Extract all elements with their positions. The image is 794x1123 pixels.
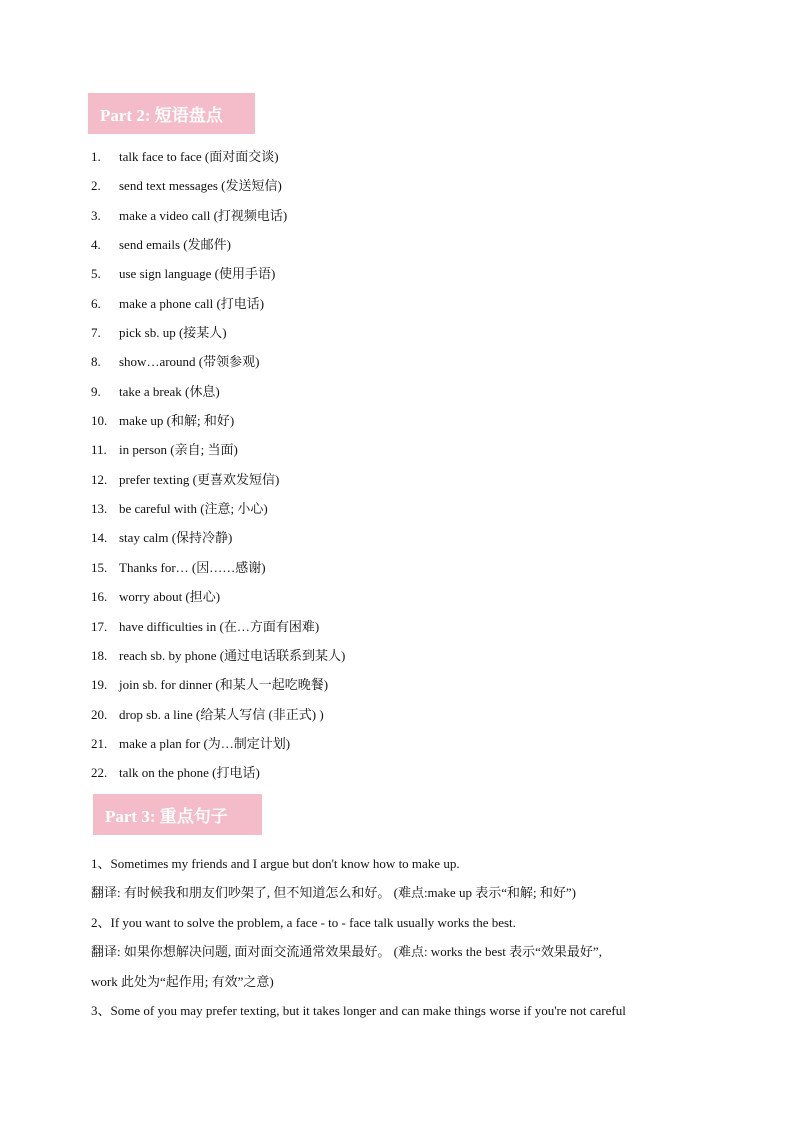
phrase-number: 18. [91, 647, 108, 663]
sentence-line: 翻译: 如果你想解决问题, 面对面交流通常效果最好。 (难点: works the best 表示“效果最好”, [91, 944, 602, 960]
phrase-item [91, 145, 345, 174]
phrase-text: reach sb. by phone (通过电话联系到某人) [119, 647, 346, 663]
phrase-number: 4. [91, 237, 101, 253]
phrase-text: be careful with (注意; 小心) [119, 501, 268, 517]
part3-heading [93, 794, 262, 835]
phrase-list [91, 145, 345, 791]
phrase-item [91, 174, 345, 203]
phrase-number: 6. [91, 295, 101, 311]
sentence-line: work 此处为“起作用; 有效”之意) [91, 973, 274, 989]
phrase-text: talk face to face (面对面交谈) [119, 149, 279, 164]
phrase-text: make a video call (打视频电话) [119, 207, 288, 223]
phrase-text: make a plan for (为…制定计划) [119, 735, 291, 751]
phrase-number: 10. [91, 413, 108, 429]
sentence-line: 3、Some of you may prefer texting, but it takes longer and can make things worse if you're not careful [91, 1002, 626, 1018]
phrase-text: take a break (休息) [119, 383, 220, 399]
phrase-text: join sb. for dinner (和某人一起吃晚餐) [119, 677, 329, 693]
phrase-text: Thanks for… (因……感谢) [119, 559, 266, 575]
phrase-text: worry about (担心) [119, 589, 221, 605]
phrase-number: 7. [91, 325, 101, 341]
phrase-number: 1. [91, 149, 101, 164]
phrase-item [91, 262, 345, 291]
phrase-text: pick sb. up (接某人) [119, 325, 227, 341]
phrase-number: 15. [91, 559, 108, 575]
phrase-item [91, 615, 345, 644]
phrase-number: 11. [91, 442, 107, 458]
phrase-item [91, 468, 345, 497]
phrase-item [91, 497, 345, 526]
phrase-number: 13. [91, 501, 108, 517]
phrase-item [91, 556, 345, 585]
phrase-text: talk on the phone (打电话) [119, 765, 260, 781]
phrase-number: 3. [91, 207, 101, 223]
phrase-item [91, 204, 345, 233]
phrase-item [91, 703, 345, 732]
phrase-number: 20. [91, 706, 108, 722]
phrase-item [91, 409, 345, 438]
phrase-number: 5. [91, 266, 101, 282]
phrase-item [91, 233, 345, 262]
key-sentences [91, 852, 731, 1028]
phrase-item [91, 526, 345, 555]
phrase-item [91, 292, 345, 321]
phrase-number: 14. [91, 530, 108, 546]
phrase-text: drop sb. a line (给某人写信 (非正式) ) [119, 706, 324, 722]
sentence-line: 2、If you want to solve the problem, a face - to - face talk usually works the best. [91, 914, 516, 930]
phrase-item [91, 585, 345, 614]
phrase-number: 17. [91, 618, 108, 634]
phrase-number: 16. [91, 589, 108, 605]
phrase-item [91, 644, 345, 673]
phrase-text: prefer texting (更喜欢发短信) [119, 471, 280, 487]
part2-heading [88, 93, 255, 134]
phrase-number: 2. [91, 178, 101, 194]
part3-title: Part 3: 重点句子 [105, 807, 228, 826]
sentence-line: 翻译: 有时候我和朋友们吵架了, 但不知道怎么和好。 (难点:make up 表示“和解; 和好”) [91, 885, 576, 901]
phrase-text: make up (和解; 和好) [119, 413, 235, 429]
phrase-number: 8. [91, 354, 101, 370]
phrase-number: 21. [91, 735, 108, 751]
phrase-text: have difficulties in (在…方面有困难) [119, 618, 320, 634]
phrase-text: show…around (带领参观) [119, 354, 260, 370]
phrase-text: make a phone call (打电话) [119, 295, 265, 311]
phrase-item [91, 673, 345, 702]
phrase-text: in person (亲自; 当面) [119, 442, 238, 458]
phrase-number: 9. [91, 383, 101, 399]
phrase-item [91, 321, 345, 350]
phrase-text: stay calm (保持冷静) [119, 530, 233, 546]
phrase-number: 22. [91, 765, 108, 781]
phrase-item [91, 380, 345, 409]
phrase-item [91, 732, 345, 761]
phrase-item [91, 350, 345, 379]
phrase-item [91, 438, 345, 467]
part2-title: Part 2: 短语盘点 [100, 106, 223, 125]
phrase-text: use sign language (使用手语) [119, 266, 276, 282]
phrase-text: send emails (发邮件) [119, 237, 231, 253]
phrase-text: send text messages (发送短信) [119, 178, 282, 194]
phrase-item [91, 761, 345, 790]
sentence-line: 1、Sometimes my friends and I argue but don't know how to make up. [91, 856, 460, 871]
phrase-number: 12. [91, 471, 108, 487]
phrase-number: 19. [91, 677, 108, 693]
